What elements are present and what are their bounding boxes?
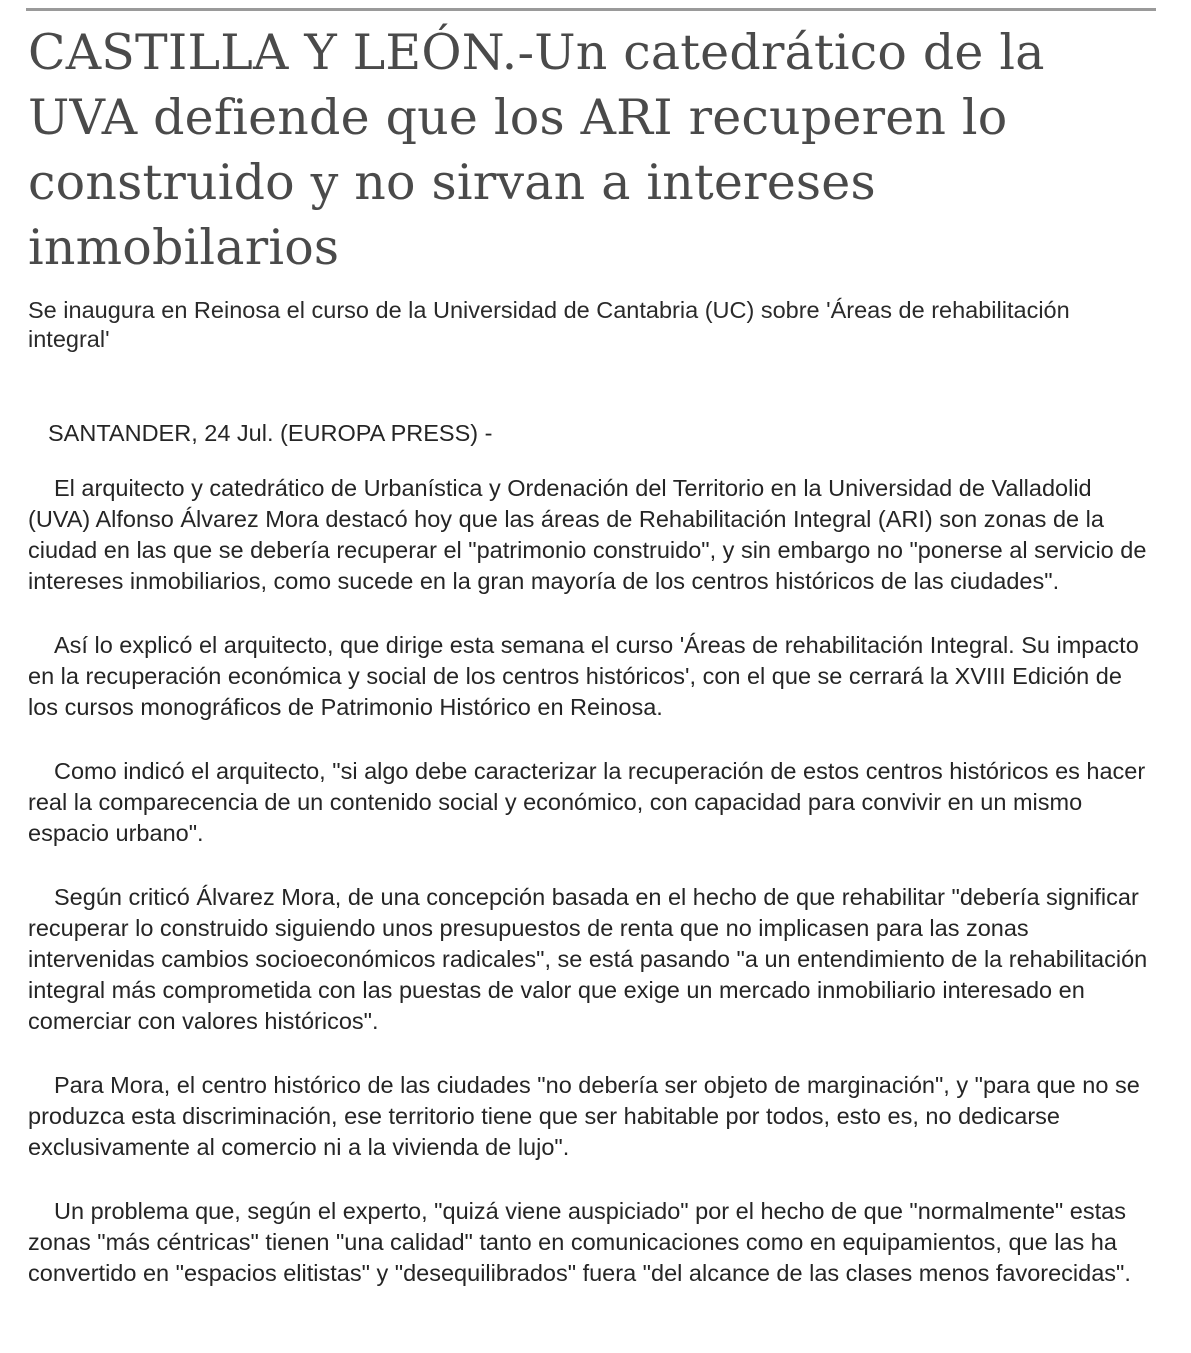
paragraph-6: Un problema que, según el experto, "quizá viene auspiciado" por el hecho de que "normalmente" estas zonas "más céntricas" tienen "una calidad" tanto en comunicaciones como en equipamientos, que las ha convertido en "espacios elitistas" y "desequilibrados" fuera "del alcance de las clases menos favorecidas". <box>28 1198 1131 1286</box>
paragraph-5: Para Mora, el centro histórico de las ciudades "no debería ser objeto de marginación", y "para que no se produzca esta discriminación, ese territorio tiene que ser habitable por todos, esto es, no dedicarse exclusivamente al comercio ni a la vivienda de lujo". <box>28 1072 1140 1160</box>
paragraph-4: Según criticó Álvarez Mora, de una concepción basada en el hecho de que rehabilitar "debería significar recuperar lo construido siguiendo unos presupuestos de renta que no implicasen para las zonas intervenidas cambios socioeconómicos radicales", se está pasando "a un entendimiento de la rehabilitación integral más comprometida con las puestas de valor que exige un mercado inmobiliario interesado en comerciar con valores históricos". <box>28 884 1148 1034</box>
dateline: SANTANDER, 24 Jul. (EUROPA PRESS) - <box>48 420 493 446</box>
top-rule <box>26 8 1156 11</box>
paragraph-1: El arquitecto y catedrático de Urbanística y Ordenación del Territorio en la Universidad de Valladolid (UVA) Alfonso Álvarez Mora destacó hoy que las áreas de Rehabilitación Integral (ARI) son zonas de la ciudad en las que se debería recuperar el "patrimonio construido", y sin embargo no "ponerse al servicio de intereses inmobiliarios, como sucede en la gran mayoría de los centros históricos de las ciudades". <box>28 475 1147 594</box>
subheadline: Se inaugura en Reinosa el curso de la Universidad de Cantabria (UC) sobre 'Áreas de rehabilitación integral' <box>28 297 1070 352</box>
headline: CASTILLA Y LEÓN.-Un catedrático de la UVA defiende que los ARI recuperen lo construido y no sirvan a intereses inmobilarios <box>28 24 1045 276</box>
paragraph-2: Así lo explicó el arquitecto, que dirige esta semana el curso 'Áreas de rehabilitación Integral. Su impacto en la recuperación económica y social de los centros históricos', con el que se cerrará la XVIII Edición de los cursos monográficos de Patrimonio Histórico en Reinosa. <box>28 632 1139 720</box>
article-body <box>28 418 1158 1322</box>
paragraph-3: Como indicó el arquitecto, "si algo debe caracterizar la recuperación de estos centros históricos es hacer real la comparecencia de un contenido social y económico, con capacidad para convivir en un mismo espacio urbano". <box>28 758 1146 846</box>
